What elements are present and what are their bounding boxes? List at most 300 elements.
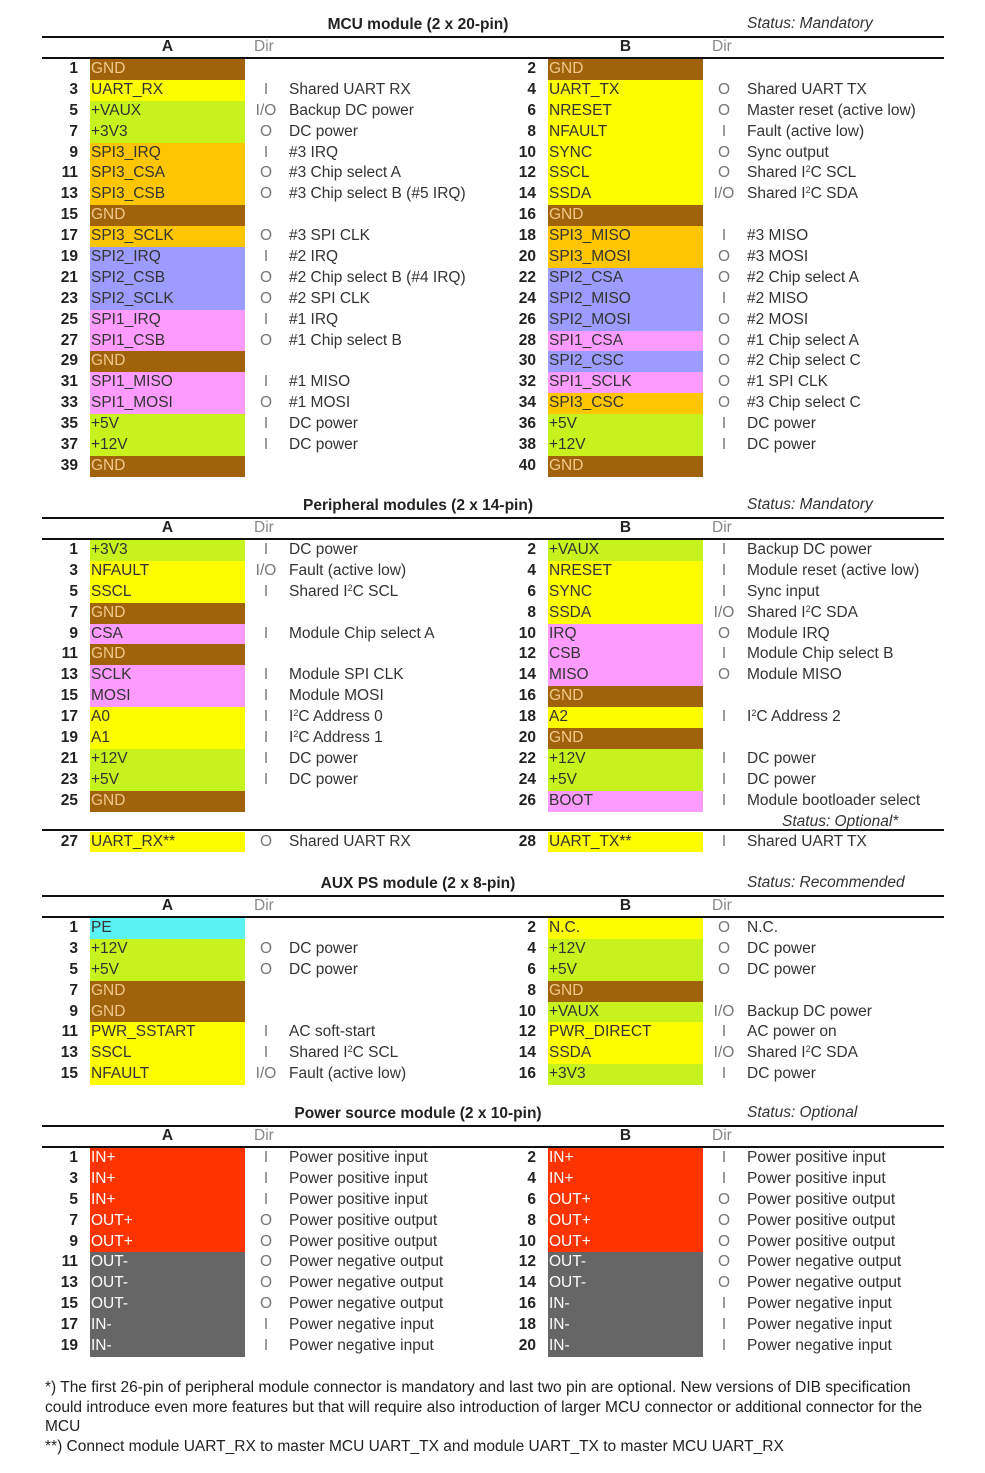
pin-description: #1 Chip select B: [289, 331, 402, 349]
pin-number: 20: [518, 1337, 536, 1355]
pin-number: 20: [518, 248, 536, 266]
pin-direction: O: [717, 939, 731, 957]
pin-row: [42, 247, 944, 268]
pin-direction: I: [721, 541, 727, 558]
pin-direction: O: [259, 1253, 273, 1271]
pin-number: 4: [527, 1169, 536, 1187]
pin-direction: I: [263, 1337, 269, 1355]
pin-row: [42, 393, 944, 414]
pin-direction: I: [263, 80, 269, 98]
pin-direction: O: [259, 1295, 273, 1313]
pin-description: Module Chip select A: [289, 624, 435, 642]
section-title: Peripheral modules (2 x 14-pin): [303, 497, 533, 514]
pin-row: [42, 1315, 944, 1336]
pin-signal: SPI2_SCLK: [90, 289, 245, 310]
pin-description: Power positive output: [747, 1190, 896, 1208]
pin-signal: IRQ: [548, 624, 703, 645]
pin-number: 5: [69, 101, 78, 119]
pin-number: 13: [60, 1044, 78, 1062]
pin-direction: O: [717, 1274, 731, 1292]
pin-description: Module MOSI: [289, 687, 384, 705]
pin-number: 14: [518, 185, 536, 203]
pin-number: 21: [60, 749, 78, 767]
pin-direction: O: [259, 289, 273, 307]
pin-direction: I: [721, 832, 727, 850]
pin-direction: I: [263, 1023, 269, 1041]
pin-row: [42, 1190, 944, 1211]
pin-direction: O: [717, 624, 731, 642]
pin-row: [42, 101, 944, 122]
pin-number: 19: [60, 248, 78, 266]
pin-row: [42, 1002, 944, 1023]
pin-number: 31: [60, 373, 78, 391]
pin-description: #2 SPI CLK: [289, 289, 370, 307]
pin-description: Module Chip select B: [747, 645, 894, 663]
pin-number: 18: [518, 708, 536, 726]
pin-number: 27: [60, 832, 78, 850]
pin-number: 4: [527, 561, 536, 579]
pin-description: Power positive input: [747, 1149, 886, 1166]
pinout-section: [42, 14, 944, 477]
pin-signal: GND: [90, 981, 245, 1002]
pin-number: 2: [527, 60, 536, 77]
pin-direction: I: [263, 1149, 269, 1166]
pin-signal: NFAULT: [90, 561, 245, 582]
pin-signal: SSDA: [548, 184, 703, 205]
pin-direction: O: [717, 80, 731, 98]
pin-description: Shared $I^2C$ SCL: [747, 164, 857, 182]
pin-direction: I/O: [713, 185, 735, 203]
pin-description: Power negative input: [747, 1316, 892, 1334]
pin-description: Sync input: [747, 582, 820, 600]
pin-row: [42, 163, 944, 184]
pin-signal: GND: [90, 791, 245, 812]
pin-row: [42, 644, 944, 665]
pin-number: 23: [60, 289, 78, 307]
pin-row: [42, 1294, 944, 1315]
pin-number: 12: [518, 645, 536, 663]
pin-number: 7: [69, 603, 78, 621]
pin-number: 8: [527, 603, 536, 621]
pin-direction: I: [263, 1044, 269, 1062]
pin-description: Module SPI CLK: [289, 666, 404, 684]
pin-signal: CSB: [548, 644, 703, 665]
pin-signal: OUT-: [90, 1252, 245, 1273]
pin-number: 32: [518, 373, 536, 391]
pin-number: 2: [527, 919, 536, 936]
pin-description: Module reset (active low): [747, 561, 920, 579]
pin-signal: SSDA: [548, 603, 703, 624]
pin-signal: +12V: [548, 939, 703, 960]
pin-signal: IN+: [548, 1148, 703, 1169]
pin-number: 13: [60, 666, 78, 684]
pin-direction: I: [721, 122, 727, 140]
column-header-dir: Dir: [712, 897, 732, 914]
pin-signal: IN+: [90, 1148, 245, 1169]
column-header-dir: Dir: [712, 38, 732, 55]
pin-signal: GND: [548, 205, 703, 226]
pin-description: Backup DC power: [747, 1002, 872, 1020]
pin-number: 10: [518, 624, 536, 642]
pin-description: Shared $I^2C$ SDA: [747, 603, 858, 621]
column-header-a: A: [161, 1127, 174, 1144]
pin-description: Power negative output: [747, 1274, 902, 1292]
pin-row: [42, 707, 944, 728]
pin-number: 9: [69, 624, 78, 642]
pin-signal: GND: [90, 1002, 245, 1023]
pin-number: 19: [60, 1337, 78, 1355]
pin-description: Sync output: [747, 143, 829, 161]
pin-number: 3: [69, 80, 78, 98]
pin-number: 13: [60, 185, 78, 203]
pin-description: Shared $I^2C$ SCL: [289, 582, 399, 600]
pin-signal: A1: [90, 728, 245, 749]
pin-number: 11: [61, 164, 78, 182]
pin-signal: SYNC: [548, 143, 703, 164]
optional-separator: [42, 812, 944, 832]
pin-description: N.C.: [747, 919, 778, 936]
pin-signal: OUT+: [548, 1211, 703, 1232]
pin-number: 34: [518, 394, 536, 412]
pin-direction: O: [259, 394, 273, 412]
pin-number: 5: [69, 1190, 78, 1208]
pin-number: 10: [518, 143, 536, 161]
pin-number: 35: [60, 415, 78, 433]
pin-direction: I: [721, 415, 727, 433]
pin-signal: NRESET: [548, 101, 703, 122]
pin-number: 6: [527, 1190, 536, 1208]
pin-direction: O: [717, 268, 731, 286]
pin-direction: O: [717, 352, 731, 370]
pin-signal: OUT+: [548, 1190, 703, 1211]
pin-signal: CSA: [90, 624, 245, 645]
pin-row: [42, 122, 944, 143]
pin-signal: GND: [90, 456, 245, 477]
column-header-dir: Dir: [254, 519, 274, 536]
pin-signal: OUT-: [90, 1294, 245, 1315]
pin-row: [42, 665, 944, 686]
pin-description: Fault (active low): [289, 561, 407, 579]
pin-number: 21: [60, 268, 78, 286]
pin-number: 14: [518, 666, 536, 684]
section-title: MCU module (2 x 20-pin): [327, 16, 509, 33]
pin-direction: I: [263, 1316, 269, 1334]
pin-description: DC power: [289, 960, 358, 978]
pin-signal: IN+: [90, 1169, 245, 1190]
pin-direction: O: [717, 331, 731, 349]
pin-direction: I: [721, 1149, 727, 1166]
pin-description: DC power: [289, 749, 358, 767]
pin-signal: GND: [90, 205, 245, 226]
pin-signal: +12V: [90, 435, 245, 456]
pin-number: 28: [518, 331, 536, 349]
pin-signal: OUT-: [548, 1252, 703, 1273]
pin-signal: SPI1_MISO: [90, 372, 245, 393]
pin-number: 2: [527, 1149, 536, 1166]
pin-signal: SPI3_SCLK: [90, 226, 245, 247]
pin-description: #3 Chip select A: [289, 164, 402, 182]
pin-signal: IN-: [90, 1336, 245, 1357]
pinout-section: [42, 873, 944, 1085]
pin-direction: I: [721, 561, 727, 579]
pin-direction: O: [717, 373, 731, 391]
pin-signal: NRESET: [548, 561, 703, 582]
pin-direction: I: [721, 791, 727, 809]
pin-row: [42, 561, 944, 582]
pin-direction: I: [263, 729, 269, 747]
pin-description: Shared UART TX: [747, 80, 867, 98]
pin-number: 26: [518, 310, 536, 328]
pin-signal: NFAULT: [90, 1064, 245, 1085]
pin-signal: SPI2_CSA: [548, 268, 703, 289]
pin-number: 36: [518, 415, 536, 433]
pin-signal: UART_TX**: [548, 832, 703, 853]
pin-number: 15: [60, 1065, 78, 1083]
pin-row: [42, 414, 944, 435]
column-header-b: B: [619, 519, 632, 536]
column-headers: [42, 519, 944, 538]
pin-signal: BOOT: [548, 791, 703, 812]
column-headers: [42, 897, 944, 916]
pin-signal: +VAUX: [548, 1002, 703, 1023]
section-title: AUX PS module (2 x 8-pin): [320, 875, 516, 892]
column-header-dir: Dir: [254, 897, 274, 914]
pin-description: AC power on: [747, 1023, 837, 1041]
pin-signal: SPI3_MOSI: [548, 247, 703, 268]
pin-number: 1: [69, 1149, 78, 1166]
pin-direction: I/O: [255, 101, 277, 119]
column-headers: [42, 1127, 944, 1146]
pin-description: Power negative input: [747, 1337, 892, 1355]
pin-direction: I: [263, 666, 269, 684]
pin-description: #3 Chip select B (#5 IRQ): [289, 185, 466, 203]
pin-signal: SCLK: [90, 665, 245, 686]
pin-row: [42, 1064, 944, 1085]
section-status: Status: Recommended: [747, 874, 905, 891]
pin-direction: I/O: [713, 1002, 735, 1020]
pin-signal: GND: [90, 59, 245, 80]
pin-description: Module bootloader select: [747, 791, 921, 809]
pin-number: 24: [518, 289, 536, 307]
pin-direction: O: [259, 960, 273, 978]
pin-signal: IN-: [548, 1315, 703, 1336]
pin-direction: I: [263, 143, 269, 161]
pin-description: Power negative output: [747, 1253, 902, 1271]
pin-signal: GND: [548, 981, 703, 1002]
pin-number: 18: [518, 1316, 536, 1334]
pin-row: [42, 1211, 944, 1232]
pin-description: Power positive input: [747, 1169, 886, 1187]
pin-number: 16: [518, 1295, 536, 1313]
pin-number: 10: [518, 1002, 536, 1020]
pin-description: #3 IRQ: [289, 143, 339, 161]
pin-row: [42, 582, 944, 603]
pin-description: Power positive input: [289, 1169, 428, 1187]
pin-description: Module MISO: [747, 666, 842, 684]
pin-number: 9: [69, 1002, 78, 1020]
pin-description: #2 MISO: [747, 289, 809, 307]
pin-description: Shared UART TX: [747, 832, 867, 850]
pin-number: 19: [60, 729, 78, 747]
pin-signal: +5V: [548, 960, 703, 981]
pin-description: #2 Chip select B (#4 IRQ): [289, 268, 466, 286]
section-header: [42, 14, 944, 36]
pin-number: 15: [60, 687, 78, 705]
section-status: Status: Optional: [747, 1104, 858, 1121]
pin-row: [42, 1252, 944, 1273]
pin-signal: PWR_DIRECT: [548, 1022, 703, 1043]
pin-description: Power negative input: [289, 1316, 434, 1334]
pin-direction: I: [721, 1295, 727, 1313]
pin-signal: SPI2_MOSI: [548, 310, 703, 331]
pin-row: [42, 435, 944, 456]
pin-description: $I^2C$ Address 1: [289, 729, 383, 747]
pin-number: 17: [60, 1316, 78, 1334]
optional-status: Status: Optional*: [782, 812, 899, 830]
pin-row: [42, 143, 944, 164]
pin-direction: O: [259, 832, 273, 850]
pin-description: DC power: [747, 960, 816, 978]
pin-row: [42, 289, 944, 310]
pin-signal: OUT+: [90, 1211, 245, 1232]
pin-number: 5: [69, 582, 78, 600]
pin-signal: SPI3_CSC: [548, 393, 703, 414]
pin-number: 7: [69, 122, 78, 140]
pin-number: 3: [69, 1169, 78, 1187]
pin-signal: IN+: [548, 1169, 703, 1190]
pin-direction: I: [263, 582, 269, 600]
section-header: [42, 873, 944, 895]
column-header-dir: Dir: [712, 519, 732, 536]
pin-signal: +5V: [548, 414, 703, 435]
section-title: Power source module (2 x 10-pin): [294, 1105, 542, 1122]
pin-description: Power negative input: [747, 1295, 892, 1313]
pin-direction: O: [717, 666, 731, 684]
pin-number: 30: [518, 352, 536, 370]
pin-signal: SPI3_CSB: [90, 184, 245, 205]
pin-signal: PE: [90, 918, 245, 939]
pin-direction: I/O: [713, 1044, 735, 1062]
pin-row: [42, 981, 944, 1002]
pin-signal: +12V: [548, 749, 703, 770]
pin-signal: SPI1_CSA: [548, 331, 703, 352]
pin-number: 6: [527, 960, 536, 978]
pin-number: 39: [60, 456, 78, 474]
footnote-optional: *) The first 26-pin of peripheral module connector is mandatory and last two pin are optional. New versions of DIB specification could introduce even more features but that will require also introduction of larger MCU connector or additional connector for the MCU: [45, 1379, 923, 1436]
pin-direction: I: [263, 770, 269, 788]
pin-signal: SPI1_MOSI: [90, 393, 245, 414]
pin-description: Shared $I^2C$ SCL: [289, 1044, 399, 1062]
pin-number: 1: [69, 60, 78, 77]
pin-direction: I/O: [255, 561, 277, 579]
pin-row: [42, 1336, 944, 1357]
pin-description: DC power: [747, 749, 816, 767]
column-headers: [42, 38, 944, 57]
pin-direction: I: [263, 687, 269, 705]
pinout-section: [42, 1103, 944, 1357]
pin-signal: SPI3_IRQ: [90, 143, 245, 164]
pin-number: 13: [60, 1274, 78, 1292]
pin-direction: O: [259, 939, 273, 957]
pin-description: #3 MOSI: [747, 248, 809, 266]
pin-direction: O: [717, 164, 731, 182]
pin-number: 16: [518, 687, 536, 705]
pin-description: Power positive output: [289, 1232, 438, 1250]
pin-direction: I: [721, 227, 727, 245]
pin-signal: SSCL: [548, 163, 703, 184]
pin-direction: I: [263, 708, 269, 726]
pin-signal: SSCL: [90, 1043, 245, 1064]
pin-row: [42, 918, 944, 939]
pin-number: 12: [518, 1253, 536, 1271]
pin-number: 2: [527, 541, 536, 558]
pin-row: [42, 960, 944, 981]
pin-row: [42, 372, 944, 393]
pin-signal: +3V3: [90, 122, 245, 143]
pin-direction: O: [259, 1274, 273, 1292]
pin-description: Power positive output: [747, 1232, 896, 1250]
pin-description: #1 IRQ: [289, 310, 339, 328]
column-header-a: A: [161, 38, 174, 55]
pin-signal: MOSI: [90, 686, 245, 707]
pin-direction: I: [721, 749, 727, 767]
pin-direction: O: [717, 248, 731, 266]
pin-row: [42, 791, 944, 812]
pin-direction: O: [259, 268, 273, 286]
pin-row: [42, 603, 944, 624]
pin-description: #1 Chip select A: [747, 331, 860, 349]
pin-number: 6: [527, 101, 536, 119]
pin-row: [42, 939, 944, 960]
pin-number: 8: [527, 981, 536, 999]
pin-number: 26: [518, 791, 536, 809]
pin-number: 15: [60, 1295, 78, 1313]
pin-signal: OUT-: [90, 1273, 245, 1294]
pin-number: 7: [69, 981, 78, 999]
pin-signal: +5V: [90, 414, 245, 435]
pin-row: [42, 540, 944, 561]
pin-direction: I: [263, 1169, 269, 1187]
pin-signal: +5V: [90, 960, 245, 981]
pin-direction: I: [263, 310, 269, 328]
pin-signal: SYNC: [548, 582, 703, 603]
pin-description: #1 MISO: [289, 373, 351, 391]
pin-description: DC power: [289, 770, 358, 788]
pin-signal: +12V: [548, 435, 703, 456]
pin-signal: PWR_SSTART: [90, 1022, 245, 1043]
pin-direction: O: [259, 331, 273, 349]
pin-number: 14: [518, 1044, 536, 1062]
pin-number: 9: [69, 1232, 78, 1250]
pin-number: 29: [60, 352, 78, 370]
pin-description: #2 MOSI: [747, 310, 809, 328]
pin-direction: O: [259, 1211, 273, 1229]
pin-direction: O: [717, 960, 731, 978]
pin-number: 16: [518, 206, 536, 224]
footnotes: [45, 1378, 925, 1456]
pin-signal: +VAUX: [548, 540, 703, 561]
pin-direction: O: [259, 185, 273, 203]
pin-row: [42, 226, 944, 247]
pin-direction: O: [717, 1232, 731, 1250]
pin-number: 1: [69, 919, 78, 936]
pin-signal: NFAULT: [548, 122, 703, 143]
pin-description: Shared UART RX: [289, 80, 411, 98]
pin-row: [42, 351, 944, 372]
pin-direction: I: [263, 373, 269, 391]
pin-description: #2 Chip select C: [747, 352, 861, 370]
pin-direction: I: [263, 436, 269, 454]
